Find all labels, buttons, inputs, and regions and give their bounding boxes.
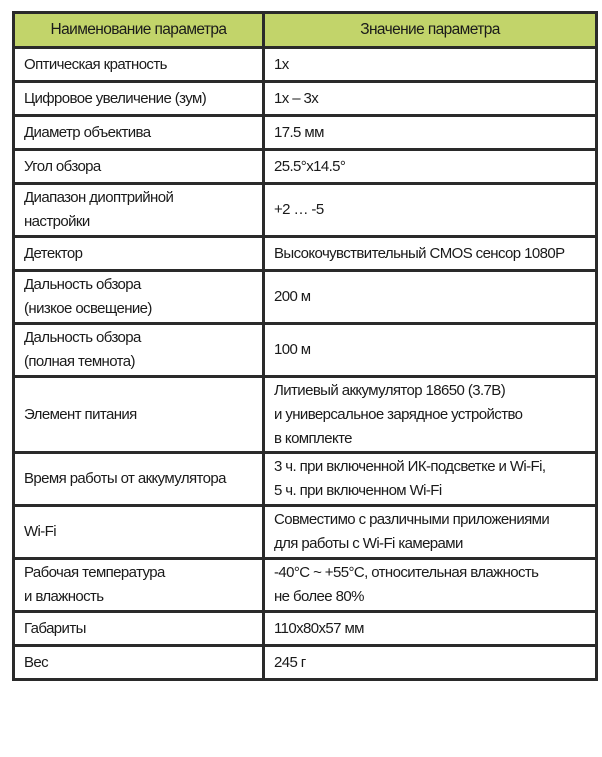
parameter-value-line: 17.5 мм bbox=[274, 123, 324, 141]
table-row bbox=[14, 559, 597, 612]
parameter-name-line: Время работы от аккумулятора bbox=[24, 470, 226, 487]
parameter-value-line: 100 м bbox=[274, 341, 311, 358]
parameter-value-line: для работы с Wi-Fi камерами bbox=[274, 535, 463, 552]
parameter-name-line: настройки bbox=[24, 213, 90, 230]
parameter-value-line: и универсальное зарядное устройство bbox=[274, 405, 523, 423]
table-row bbox=[14, 271, 597, 324]
parameter-name-cell bbox=[14, 506, 264, 559]
table-row bbox=[14, 116, 597, 150]
table-row bbox=[14, 48, 597, 82]
parameter-name-line: Дальность обзора bbox=[24, 276, 141, 293]
table-row bbox=[14, 506, 597, 559]
parameter-value-line: 200 м bbox=[274, 288, 311, 305]
parameter-value-cell bbox=[264, 646, 597, 680]
parameter-value-line: 245 г bbox=[274, 653, 306, 671]
parameter-value-line: 1x bbox=[274, 55, 289, 73]
parameter-name-line: (низкое освещение) bbox=[24, 300, 152, 317]
header-parameter-value: Значение параметра bbox=[264, 13, 597, 48]
parameter-value-cell bbox=[264, 150, 597, 184]
parameter-name-line: Цифровое увеличение (зум) bbox=[24, 89, 207, 107]
parameter-value-cell bbox=[264, 377, 597, 453]
parameter-value-cell bbox=[264, 559, 597, 612]
parameter-name-line: (полная темнота) bbox=[24, 353, 135, 370]
table-body bbox=[14, 48, 597, 680]
parameter-value-cell bbox=[264, 184, 597, 237]
parameter-name-line: Диапазон диоптрийной bbox=[24, 189, 174, 206]
parameter-value-line: 25.5°x14.5° bbox=[274, 157, 346, 175]
table-row bbox=[14, 82, 597, 116]
parameter-name-line: Габариты bbox=[24, 619, 86, 637]
parameter-name-cell bbox=[14, 559, 264, 612]
parameter-name-line: и влажность bbox=[24, 588, 104, 605]
table-row bbox=[14, 150, 597, 184]
table-header-row bbox=[14, 13, 597, 48]
parameter-value-line: в комплекте bbox=[274, 429, 352, 447]
parameter-name-line: Дальность обзора bbox=[24, 329, 141, 346]
table-row bbox=[14, 646, 597, 680]
parameter-value-line: не более 80% bbox=[274, 588, 364, 605]
parameter-value-cell bbox=[264, 453, 597, 506]
table-row bbox=[14, 453, 597, 506]
parameter-name-cell bbox=[14, 612, 264, 646]
parameter-name-cell bbox=[14, 377, 264, 453]
parameter-value-line: 3 ч. при включенной ИК-подсветке и Wi-Fi, bbox=[274, 458, 546, 475]
parameter-value-line: 1x – 3x bbox=[274, 89, 319, 107]
parameter-name-cell bbox=[14, 646, 264, 680]
table-row bbox=[14, 237, 597, 271]
header-parameter-name: Наименование параметра bbox=[14, 13, 264, 48]
parameter-name-line: Оптическая кратность bbox=[24, 55, 167, 73]
parameter-name-line: Рабочая температура bbox=[24, 564, 165, 581]
parameter-value-cell bbox=[264, 271, 597, 324]
parameter-name-cell bbox=[14, 271, 264, 324]
parameter-value-cell bbox=[264, 116, 597, 150]
parameter-value-cell bbox=[264, 324, 597, 377]
parameter-value-cell bbox=[264, 82, 597, 116]
parameter-value-line: Литиевый аккумулятор 18650 (3.7В) bbox=[274, 381, 506, 399]
parameter-value-cell bbox=[264, 506, 597, 559]
parameter-name-cell bbox=[14, 324, 264, 377]
table-row bbox=[14, 612, 597, 646]
parameter-name-cell bbox=[14, 237, 264, 271]
parameter-name-line: Детектор bbox=[24, 244, 83, 262]
parameter-value-cell bbox=[264, 237, 597, 271]
parameter-name-cell bbox=[14, 184, 264, 237]
parameter-value-line: Совместимо с различными приложениями bbox=[274, 511, 550, 528]
table-row bbox=[14, 184, 597, 237]
parameter-name-line: Вес bbox=[24, 653, 49, 671]
parameter-name-line: Угол обзора bbox=[24, 157, 101, 175]
parameter-value-cell bbox=[264, 612, 597, 646]
table-row bbox=[14, 377, 597, 453]
parameter-value-line: +2 … -5 bbox=[274, 201, 324, 218]
parameter-name-cell bbox=[14, 116, 264, 150]
parameter-value-cell bbox=[264, 48, 597, 82]
spec-table bbox=[12, 11, 598, 681]
parameter-name-cell bbox=[14, 453, 264, 506]
table-row bbox=[14, 324, 597, 377]
parameter-name-line: Диаметр объектива bbox=[24, 123, 151, 141]
parameter-name-cell bbox=[14, 82, 264, 116]
parameter-name-cell bbox=[14, 150, 264, 184]
parameter-name-line: Элемент питания bbox=[24, 405, 137, 423]
parameter-value-line: -40°C ~ +55°C, относительная влажность bbox=[274, 564, 539, 581]
parameter-name-line: Wi-Fi bbox=[24, 523, 56, 540]
parameter-value-line: 5 ч. при включенном Wi-Fi bbox=[274, 482, 442, 499]
parameter-value-line: Высокочувствительный CMOS сенсор 1080P bbox=[274, 244, 565, 262]
parameter-value-line: 110x80x57 мм bbox=[274, 619, 364, 637]
parameter-name-cell bbox=[14, 48, 264, 82]
